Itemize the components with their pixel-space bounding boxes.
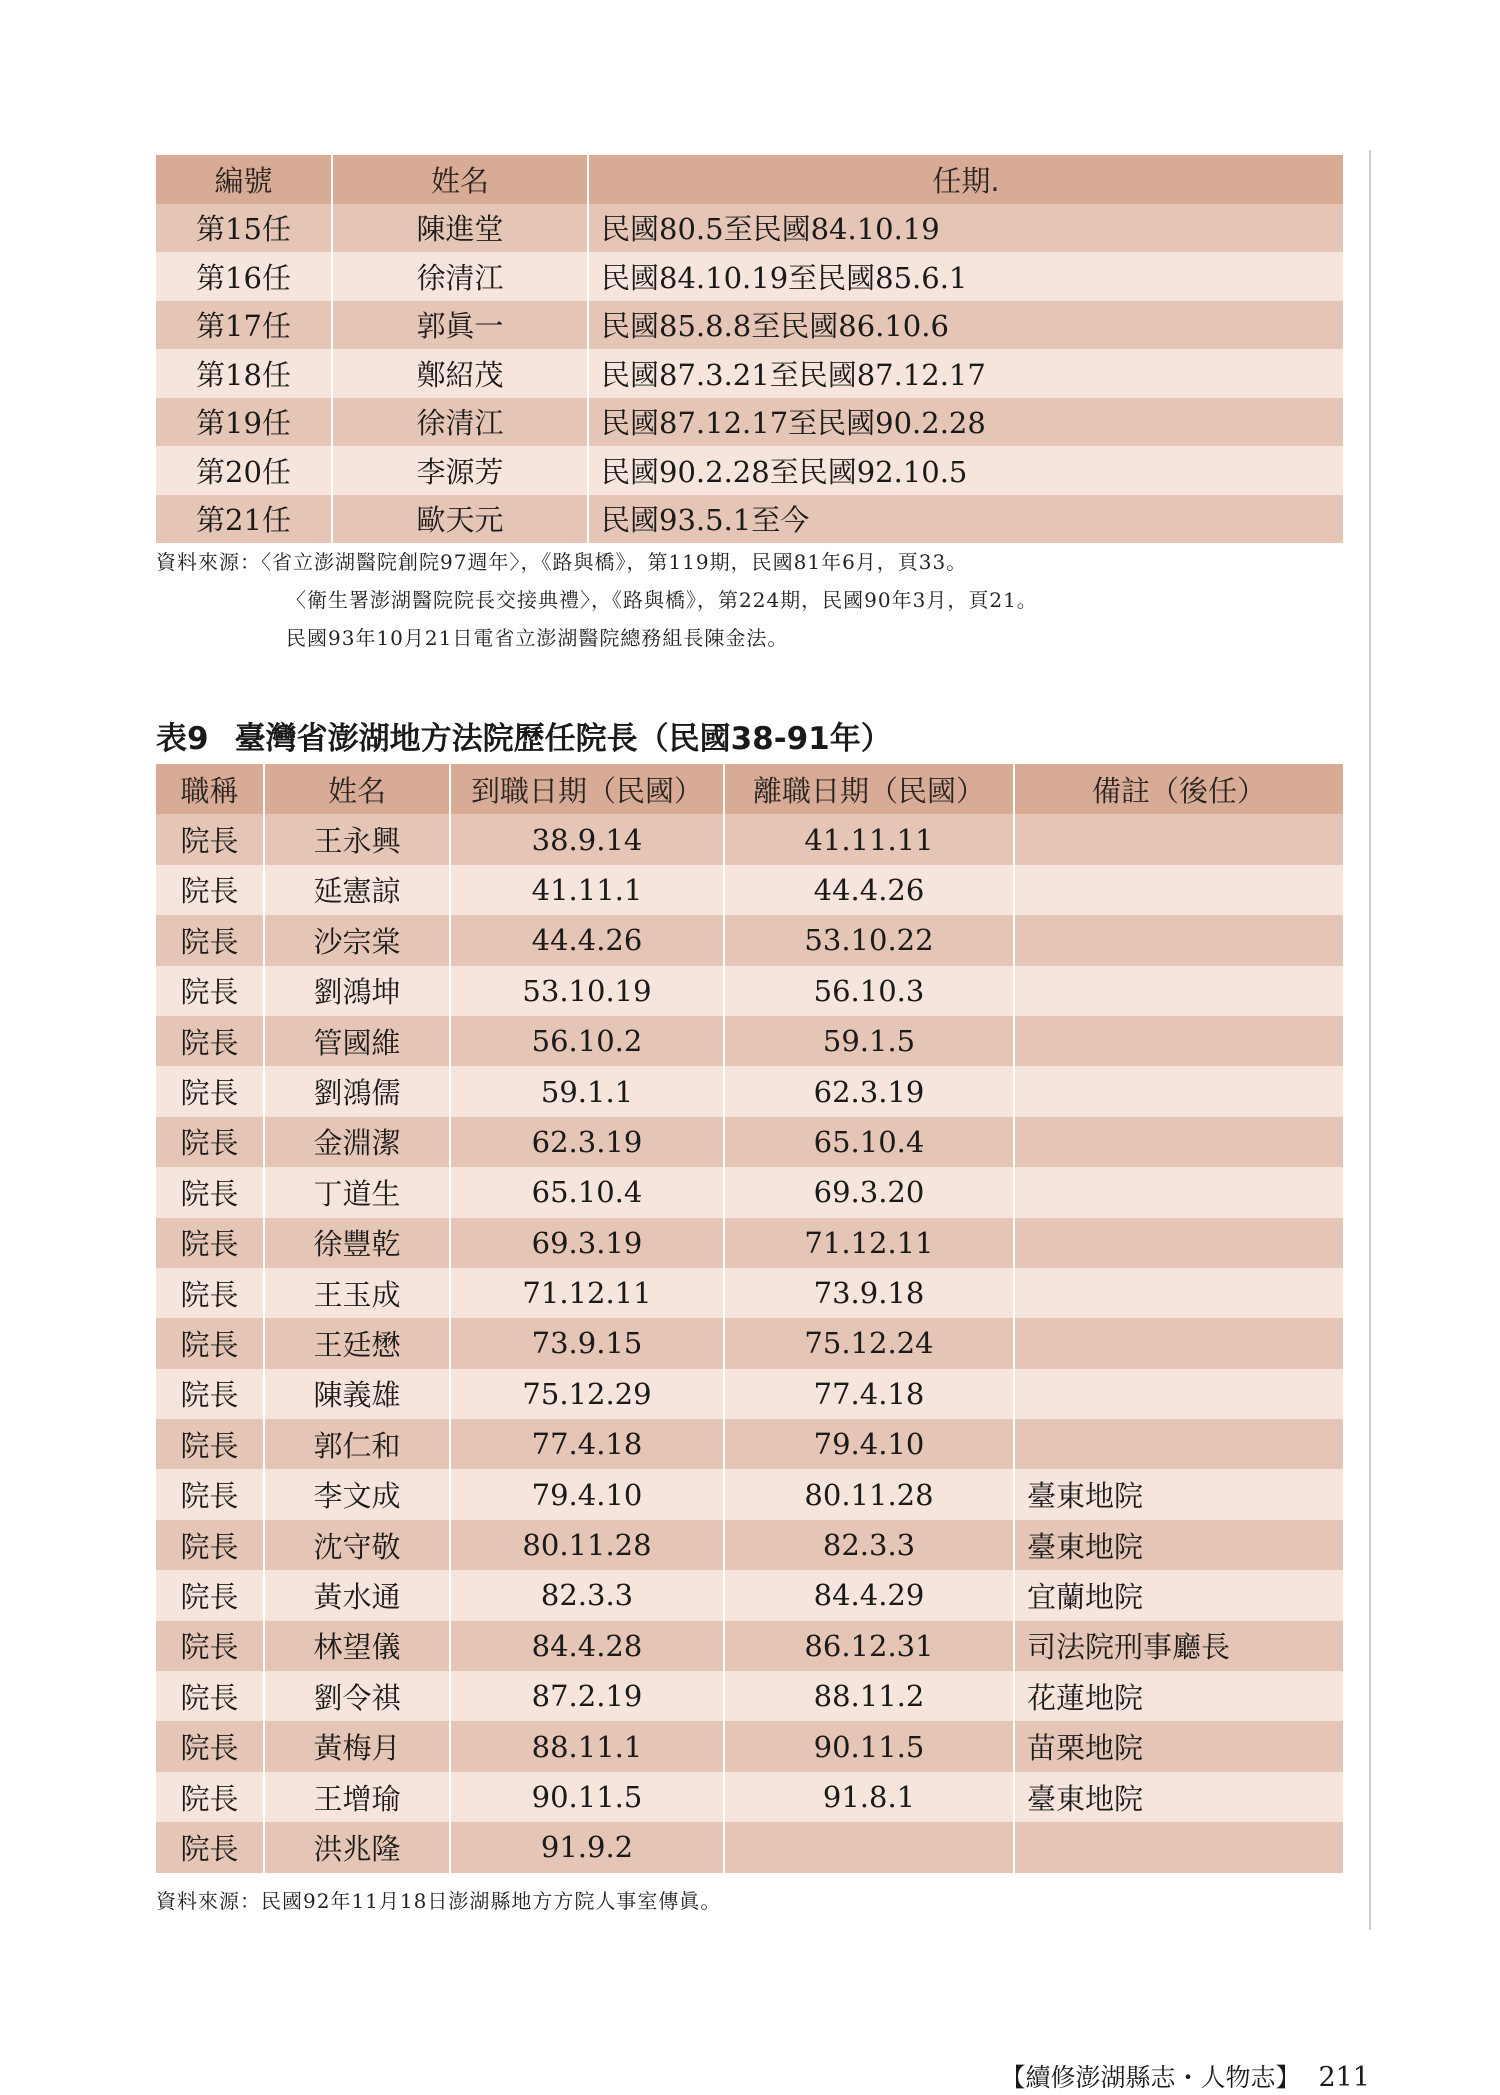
table-cell: 院長 (156, 1419, 264, 1469)
table-cell: 65.10.4 (724, 1117, 1014, 1167)
table-cell: 86.12.31 (724, 1621, 1014, 1671)
table-row (156, 446, 1343, 495)
page-number: 211 (1318, 2062, 1370, 2093)
table-cell: 62.3.19 (724, 1066, 1014, 1116)
table-cell (1014, 1318, 1343, 1368)
table-cell: 87.2.19 (450, 1671, 724, 1721)
table-row (156, 398, 1343, 447)
table-row (156, 1772, 1343, 1822)
table-cell: 李文成 (264, 1469, 450, 1519)
table-cell: 第18任 (156, 349, 332, 398)
table-cell: 苗栗地院 (1014, 1721, 1343, 1771)
table-cell: 黃梅月 (264, 1721, 450, 1771)
header-name: 姓名 (332, 155, 588, 204)
table-cell: 91.9.2 (450, 1822, 724, 1872)
table-cell: 徐豐乾 (264, 1218, 450, 1268)
table-cell: 民國93.5.1至今 (588, 495, 1343, 544)
table-cell: 59.1.5 (724, 1016, 1014, 1066)
table-number: 表9 (156, 721, 209, 757)
table-cell (1014, 966, 1343, 1016)
header-position: 職稱 (156, 764, 264, 814)
table-cell: 劉鴻儒 (264, 1066, 450, 1116)
table-row (156, 1268, 1343, 1318)
table-cell: 69.3.20 (724, 1167, 1014, 1217)
header-term: 任期. (588, 155, 1343, 204)
table-cell: 91.8.1 (724, 1772, 1014, 1822)
table-cell: 90.11.5 (724, 1721, 1014, 1771)
header-remarks: 備註（後任） (1014, 764, 1343, 814)
table-cell (1014, 1369, 1343, 1419)
table-cell: 院長 (156, 1218, 264, 1268)
table-cell: 陳進堂 (332, 204, 588, 253)
table-cell (1014, 865, 1343, 915)
table-cell: 院長 (156, 1318, 264, 1368)
table-cell: 院長 (156, 814, 264, 864)
table-cell: 院長 (156, 1016, 264, 1066)
table-cell: 第21任 (156, 495, 332, 544)
table-cell: 84.4.28 (450, 1621, 724, 1671)
table-cell: 民國84.10.19至民國85.6.1 (588, 252, 1343, 301)
table-cell: 民國87.3.21至民國87.12.17 (588, 349, 1343, 398)
table-row (156, 1721, 1343, 1771)
table-cell (1014, 814, 1343, 864)
table-cell: 59.1.1 (450, 1066, 724, 1116)
table-cell: 第19任 (156, 398, 332, 447)
book-title: 【續修澎湖縣志・人物志】 (1000, 2063, 1301, 2092)
table-row (156, 1117, 1343, 1167)
table-cell: 郭仁和 (264, 1419, 450, 1469)
table-row (156, 966, 1343, 1016)
table-cell: 院長 (156, 1721, 264, 1771)
table-cell: 80.11.28 (724, 1469, 1014, 1519)
table-row (156, 1419, 1343, 1469)
table-cell: 院長 (156, 1268, 264, 1318)
table-cell: 院長 (156, 1772, 264, 1822)
header-start-date: 到職日期（民國） (450, 764, 724, 814)
table-row (156, 1167, 1343, 1217)
table-cell: 王增瑜 (264, 1772, 450, 1822)
table-cell: 金淵潔 (264, 1117, 450, 1167)
table-row (156, 1016, 1343, 1066)
table-cell: 郭眞一 (332, 301, 588, 350)
table-cell: 44.4.26 (724, 865, 1014, 915)
table-row (156, 301, 1343, 350)
table-cell (1014, 1419, 1343, 1469)
table-cell: 李源芳 (332, 446, 588, 495)
table-cell (1014, 1117, 1343, 1167)
table-cell: 53.10.22 (724, 915, 1014, 965)
table-cell: 75.12.29 (450, 1369, 724, 1419)
table-cell: 延憲諒 (264, 865, 450, 915)
table-cell: 77.4.18 (450, 1419, 724, 1469)
table-cell: 41.11.11 (724, 814, 1014, 864)
table-header-row (156, 764, 1343, 814)
table-cell: 管國維 (264, 1016, 450, 1066)
table-cell (1014, 1066, 1343, 1116)
table-row (156, 1469, 1343, 1519)
table-cell: 民國90.2.28至民國92.10.5 (588, 446, 1343, 495)
table-cell: 56.10.2 (450, 1016, 724, 1066)
table-cell: 鄭紹茂 (332, 349, 588, 398)
table-cell: 第20任 (156, 446, 332, 495)
table-cell (1014, 915, 1343, 965)
table-cell: 88.11.1 (450, 1721, 724, 1771)
table-cell: 臺東地院 (1014, 1469, 1343, 1519)
table-row (156, 349, 1343, 398)
table-cell: 民國85.8.8至民國86.10.6 (588, 301, 1343, 350)
table-cell: 花蓮地院 (1014, 1671, 1343, 1721)
table-cell: 53.10.19 (450, 966, 724, 1016)
table-cell: 臺東地院 (1014, 1772, 1343, 1822)
header-end-date: 離職日期（民國） (724, 764, 1014, 814)
table-cell: 82.3.3 (450, 1570, 724, 1620)
table-cell: 84.4.29 (724, 1570, 1014, 1620)
table-cell: 79.4.10 (724, 1419, 1014, 1469)
table-court-presidents (156, 764, 1343, 1873)
table1-source-2: 〈衛生署澎湖醫院院長交接典禮〉，《路與橋》，第224期，民國90年3月，頁21。 (286, 588, 1038, 612)
table-cell: 司法院刑事廳長 (1014, 1621, 1343, 1671)
table-cell: 院長 (156, 1822, 264, 1872)
table-hospital-directors (156, 155, 1343, 543)
table-cell: 院長 (156, 1621, 264, 1671)
table-cell: 院長 (156, 1117, 264, 1167)
table-cell: 65.10.4 (450, 1167, 724, 1217)
table-cell: 56.10.3 (724, 966, 1014, 1016)
table-cell: 44.4.26 (450, 915, 724, 965)
table-cell: 沙宗棠 (264, 915, 450, 965)
table-cell: 王玉成 (264, 1268, 450, 1318)
table-cell: 王永興 (264, 814, 450, 864)
table-header-row (156, 155, 1343, 204)
table-cell: 90.11.5 (450, 1772, 724, 1822)
table-cell (1014, 1268, 1343, 1318)
table-row (156, 1318, 1343, 1368)
header-name: 姓名 (264, 764, 450, 814)
table2-source: 資料來源：民國92年11月18日澎湖縣地方方院人事室傳眞。 (156, 1889, 722, 1913)
table-row (156, 1822, 1343, 1872)
table-cell: 41.11.1 (450, 865, 724, 915)
table-cell: 徐清江 (332, 252, 588, 301)
table-cell: 院長 (156, 1570, 264, 1620)
table-row (156, 865, 1343, 915)
table-cell: 院長 (156, 1369, 264, 1419)
table-cell: 79.4.10 (450, 1469, 724, 1519)
table-cell: 劉令祺 (264, 1671, 450, 1721)
table-cell: 88.11.2 (724, 1671, 1014, 1721)
table-row (156, 814, 1343, 864)
table-cell: 73.9.18 (724, 1268, 1014, 1318)
table-cell: 62.3.19 (450, 1117, 724, 1167)
table-cell (1014, 1016, 1343, 1066)
table-cell: 82.3.3 (724, 1520, 1014, 1570)
table-cell: 院長 (156, 1671, 264, 1721)
table-cell: 第17任 (156, 301, 332, 350)
table-cell: 沈守敬 (264, 1520, 450, 1570)
table-row (156, 1570, 1343, 1620)
table-cell: 第15任 (156, 204, 332, 253)
table-cell: 院長 (156, 966, 264, 1016)
table-cell: 75.12.24 (724, 1318, 1014, 1368)
table-cell: 38.9.14 (450, 814, 724, 864)
table-cell: 第16任 (156, 252, 332, 301)
table-row (156, 495, 1343, 544)
table-cell (1014, 1822, 1343, 1872)
table-cell: 院長 (156, 1066, 264, 1116)
table-cell: 73.9.15 (450, 1318, 724, 1368)
column-rule (1369, 150, 1371, 1930)
table-cell: 宜蘭地院 (1014, 1570, 1343, 1620)
table-cell: 77.4.18 (724, 1369, 1014, 1419)
table-cell: 院長 (156, 1469, 264, 1519)
table-cell: 民國80.5至民國84.10.19 (588, 204, 1343, 253)
table-row (156, 1369, 1343, 1419)
table-cell: 洪兆隆 (264, 1822, 450, 1872)
table-cell: 71.12.11 (450, 1268, 724, 1318)
table-cell: 69.3.19 (450, 1218, 724, 1268)
table-cell: 80.11.28 (450, 1520, 724, 1570)
table-cell: 歐天元 (332, 495, 588, 544)
table-cell: 陳義雄 (264, 1369, 450, 1419)
table-cell (1014, 1218, 1343, 1268)
table-cell: 徐清江 (332, 398, 588, 447)
table-cell: 王廷懋 (264, 1318, 450, 1368)
table1-source-1: 資料來源：〈省立澎湖醫院創院97週年〉，《路與橋》，第119期，民國81年6月，頁33。 (156, 550, 968, 574)
table-cell: 71.12.11 (724, 1218, 1014, 1268)
page-footer (1000, 2058, 1370, 2094)
table-cell (1014, 1167, 1343, 1217)
table1-source-3: 民國93年10月21日電省立澎湖醫院總務組長陳金法。 (286, 626, 789, 650)
table-cell: 院長 (156, 1520, 264, 1570)
table-cell: 院長 (156, 915, 264, 965)
table-row (156, 1218, 1343, 1268)
table-row (156, 204, 1343, 253)
table-row (156, 915, 1343, 965)
table-row (156, 1621, 1343, 1671)
table-row (156, 252, 1343, 301)
table-row (156, 1520, 1343, 1570)
table-cell: 院長 (156, 1167, 264, 1217)
table-cell: 丁道生 (264, 1167, 450, 1217)
table-cell (724, 1822, 1014, 1872)
table-title (156, 713, 892, 758)
table-cell: 黃水通 (264, 1570, 450, 1620)
table-row (156, 1671, 1343, 1721)
table-cell: 臺東地院 (1014, 1520, 1343, 1570)
header-number: 編號 (156, 155, 332, 204)
table-cell: 院長 (156, 865, 264, 915)
table-row (156, 1066, 1343, 1116)
table-title-text: 臺灣省澎湖地方法院歷任院長（民國38-91年） (234, 721, 892, 757)
table-cell: 劉鴻坤 (264, 966, 450, 1016)
table-cell: 民國87.12.17至民國90.2.28 (588, 398, 1343, 447)
table-cell: 林望儀 (264, 1621, 450, 1671)
